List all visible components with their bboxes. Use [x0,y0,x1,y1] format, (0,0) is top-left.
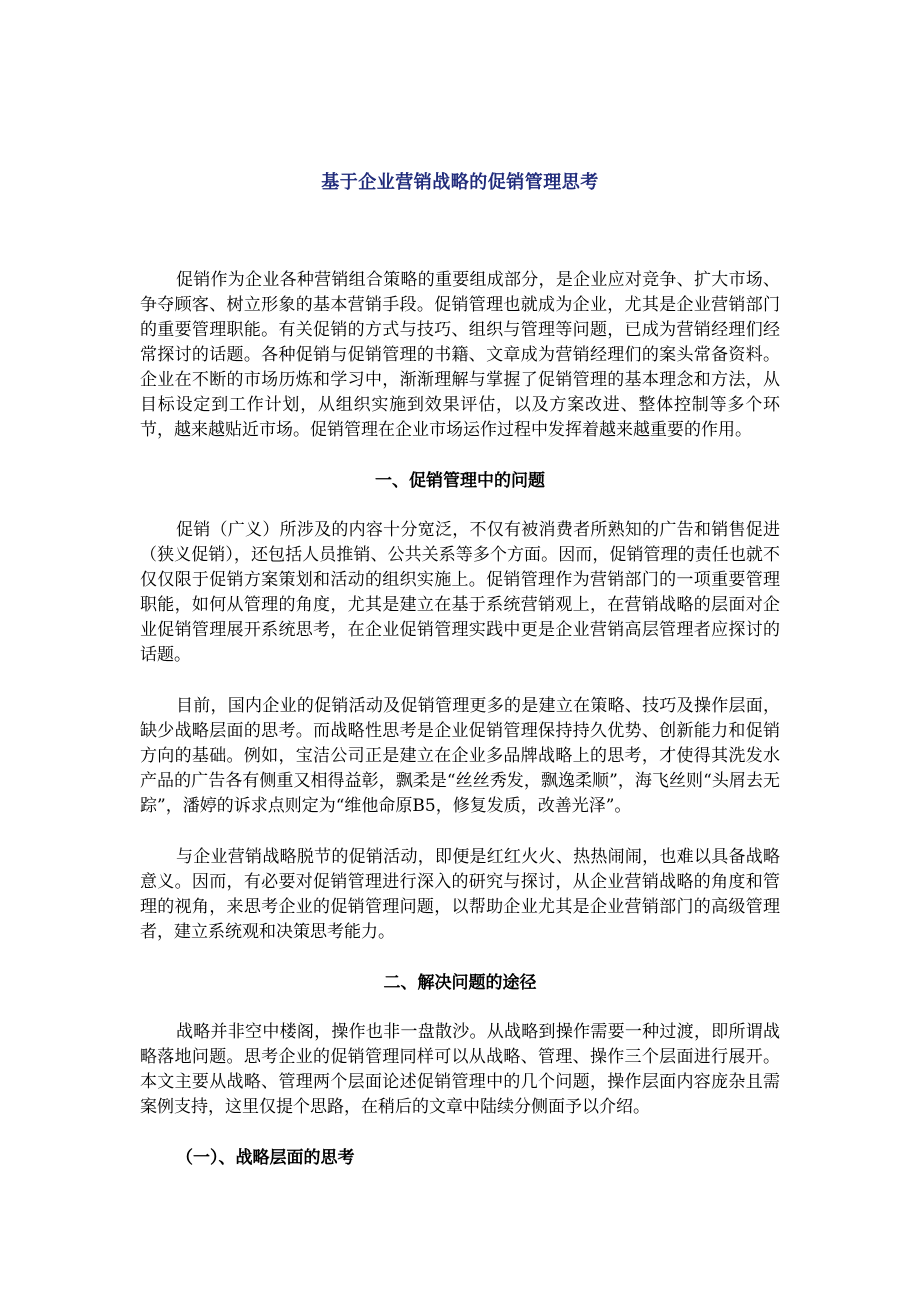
section-2-subheading: （一）、战略层面的思考 [176,1148,355,1168]
section-2-heading: 二、解决问题的途径 [383,973,537,993]
document-title: 基于企业营销战略的促销管理思考 [321,172,599,193]
document-page [140,168,780,1171]
section-1-paragraph-3: 与企业营销战略脱节的促销活动，即便是红红火火、热热闹闹，也难以具备战略意义。因而，有必要对促销管理进行深入的研究与探讨，从企业营销战略的角度和管理的视角，来思考企业的促销管理问题，以帮助企业尤其是企业营销部门的高级管理者，建立系统观和决策思考能力。 [140,847,780,942]
section-1-paragraph-1: 促销（广义）所涉及的内容十分宽泛，不仅有被消费者所熟知的广告和销售促进（狭义促销），还包括人员推销、公共关系等多个方面。因而，促销管理的责任也就不仅仅限于促销方案策划和活动的组织实施上。促销管理作为营销部门的一项重要管理职能，如何从管理的角度，尤其是建立在基于系统营销观上，在营销战略的层面对企业促销管理展开系统思考，在企业促销管理实践中更是企业营销高层管理者应探讨的话题。 [140,520,780,665]
intro-paragraph: 促销作为企业各种营销组合策略的重要组成部分，是企业应对竞争、扩大市场、争夺顾客、树立形象的基本营销手段。促销管理也就成为企业，尤其是企业营销部门的重要管理职能。有关促销的方式与技巧、组织与管理等问题，已成为营销经理们经常探讨的话题。各种促销与促销管理的书籍、文章成为营销经理们的案头常备资料。企业在不断的市场历炼和学习中，渐渐理解与掌握了促销管理的基本理念和方法，从目标设定到工作计划，从组织实施到效果评估，以及方案改进、整体控制等多个环节，越来越贴近市场。促销管理在企业市场运作过程中发挥着越来越重要的作用。 [140,270,780,440]
section-1-heading: 一、促销管理中的问题 [375,471,545,491]
section-1-paragraph-2: 目前，国内企业的促销活动及促销管理更多的是建立在策略、技巧及操作层面，缺少战略层面的思考。而战略性思考是企业促销管理保持持久优势、创新能力和促销方向的基础。例如，宝洁公司正是建立在企业多品牌战略上的思考，才使得其洗发水产品的广告各有侧重又相得益彰，飘柔是“丝丝秀发，飘逸柔顺”，海飞丝则“头屑去无踪”，潘婷的诉求点则定为“维他命原B5，修复发质，改善光泽”。 [140,696,780,816]
section-2-paragraph-1: 战略并非空中楼阁，操作也非一盘散沙。从战略到操作需要一种过渡，即所谓战略落地问题。思考企业的促销管理同样可以从战略、管理、操作三个层面进行展开。本文主要从战略、管理两个层面论述促销管理中的几个问题，操作层面内容庞杂且需案例支持，这里仅提个思路，在稍后的文章中陆续分侧面予以介绍。 [140,1022,780,1117]
